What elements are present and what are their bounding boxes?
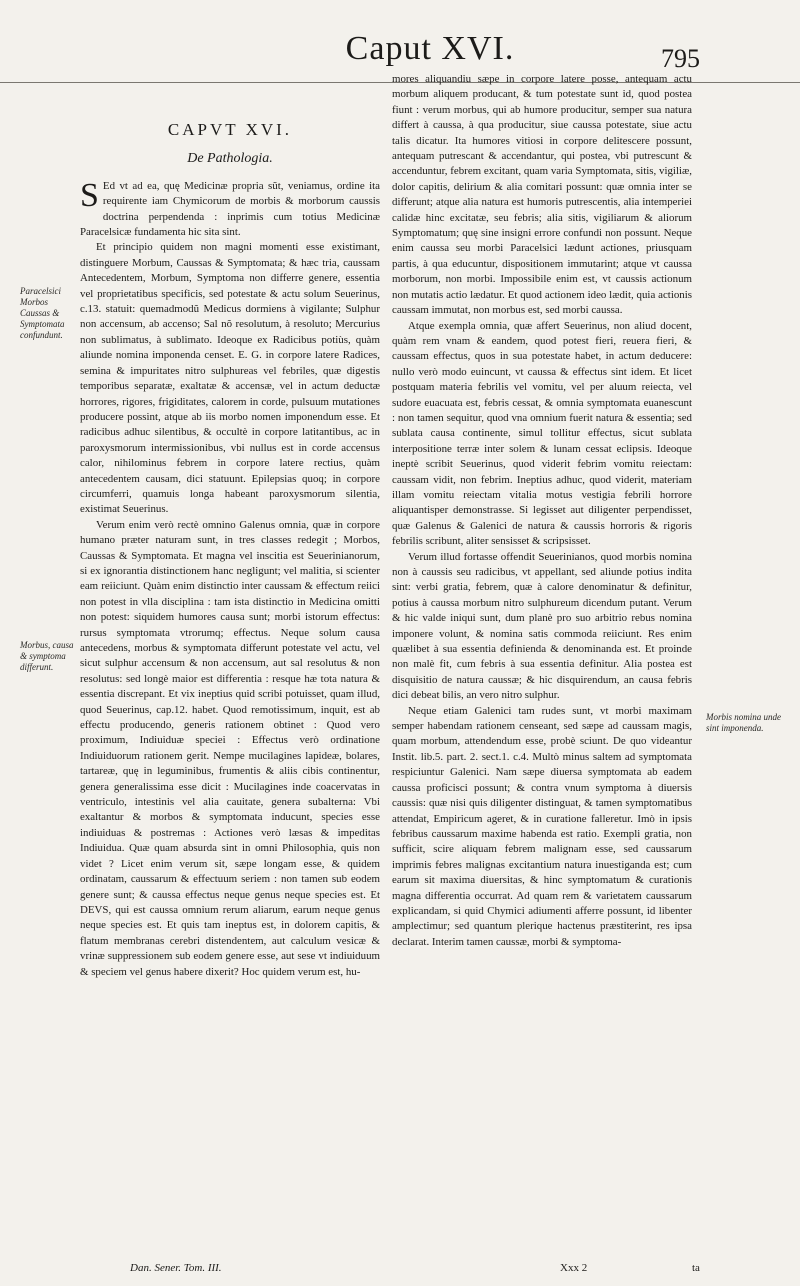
paragraph-5: Atque exempla omnia, quæ affert Seuerinus, non aliud docent, quàm rem vnam & eandem, quod potest fieri, reuera fieri, & caussam effectus, quos in sua potestate habet, in actum deducere: nullo verò modo euincunt, vt caussa & effectus sint idem. Et licet postquam materia febrilis vel vomitu, vel per aluum reiecta, vel sudore euacuata est, febris cessat, & omnia symptomata euanescunt : non tamen sequitur, quod vna omnium fuerit natura & essentia; sed sublata causa continente, simul tollitur effectus, sicut sublata interpositione terræ inter solem & lunam cessat eclipsis. Ideoque ineptè scribit Seuerinus, quod viderit febrim vomitu reiectam: caussam vidit, non febrim. Ineptius adhuc, quod viderit, materiam illam vomitu reiectam vitalia motus vestigia febrili horrore aliquantisper demonstrasse. Si legisset aut diligenter perpendisset, quæ Galenus & Galenici de natura & caussis horroris & rigoris febrilis scribunt, aliter sensisset & scripsisset. — [392, 319, 692, 548]
paragraph-6: Verum illud fortasse offendit Seuerinianos, quod morbis nomina non à caussis seu radicibus, vt appellant, sed aliunde potius indita sint: verbi gratia, febrem, quæ à calore denominatur & definitur, potius à caussa morbum nitro sulphureum dicendum putant. Verum & hic valde iniqui sunt, dum planè pro suo arbitrio rebus nomina imponere volunt, & nomina satis commoda reiiciunt. Res enim quælibet à sua essentia definienda & denominanda est. Et proinde non malè fit, cum febris à sua essentia definitur. Alia postea est disquisitio de natura caussæ; & hic disquirendum, an causa febris dici debeat bilis, an vero nitro sulphur. — [392, 550, 692, 702]
margin-note-right-1: Morbis nomina unde sint imponenda. — [706, 712, 781, 733]
paragraph-7: Neque etiam Galenici tam rudes sunt, vt morbi maximam semper habendam rationem censeant, sed sæpe ad caussam magis, quam morbum, attendendum esse, probè sciunt. De quo videantur Instit. lib.5. part. 2. sect.1. c.4. Multò minus saltem ad symptomata respiciuntur Galenici. Nam sæpe diuersa symptomata ab eadem caussa proficisci possunt; & contra vnum symptoma à diuersis caussis: quæ nisi quis diligenter distinguat, & tamen symptomatibus attendat, Empiricum ageret, & in curatione falleretur. Imò in ipsis febribus caussarum maxime habenda est ratio. Exempli gratia, non sufficit, scire aliquam febrem malignam esse, sed caussarum imprimis febres malignas excitantium natura inuestiganda est; cum earum sit maxima diuersitas, & hinc symptomatum & curationis magna differentia occurrat. Ad quam rem & varietatem caussarum explicandam, si quid Chymici adiumenti afferre possunt, id libenter amplectimur; sed quantum plerique hactenus præstiterint, res ipsa declarat. Interim tamen caussæ, morbi & symptoma- — [392, 704, 692, 948]
right-column — [392, 72, 692, 1272]
running-head: Caput XVI. — [345, 30, 515, 67]
signature-line: Dan. Sener. Tom. III. — [130, 1262, 222, 1274]
paragraph-1 — [80, 176, 380, 241]
margin-note-left-1: Paracelsici Morbos Caussas & Symptomata confundunt. — [20, 286, 65, 340]
paragraph-1-text: Ed vt ad ea, quę Medicinæ propria sũt, veniamus, ordine ita requirente iam Chymicorum de morbis & morborum caussis doctrina perpendenda : inprimis cum totius Medicinæ Paracelsicæ fundamenta hic sita sint. — [80, 179, 380, 239]
margin-note-left-2: Morbus, causa & symptoma differunt. — [20, 640, 74, 672]
paragraph-2: Et principio quidem non magni momenti esse existimant, distinguere Morbum, Caussas & Symptomata; & hæc tria, caussam Antecedentem, Morbum, Symptoma non differre genere, essentia vel proprietatibus specificis, sed potestate & actu solum Seuerinus, c.13. statuit: quemadmodũ Medicus dormiens à vigilante; Sulphur non accensum, ab accenso; Sal nõ resolutum, à resoluto; Mercurius non sublimatus, à sublimato. Ideoque ex Radicibus potiùs, quàm aliunde nomina imponenda censet. E. G. in corpore latere Radices, semina & impuritates nitro sulphureas vel febriles, quæ digestis temporibus separatæ, exaltatæ & accensæ, vel in actum deductæ horrores, rigores, frigiditates, calorem in corde, pulsuum mutationes producere possint, atque ab iis morbo nomen imponendum esse. Et radicibus adhuc silentibus, & occultè in corpore latitantibus, ac in paroxysmorum intermissionibus, vbi nullus est in corde accensus calor, nihilominus febrem in corpore latere rectius, quàm antecedentem causam, dici statuunt. Epilepsias quoq; in corpore circumferri, quamuis longa habeant paroxysmorum silentia, existimat Seuerinus. — [80, 241, 380, 516]
catchword: ta — [692, 1262, 700, 1274]
quire-mark: Xxx 2 — [560, 1262, 588, 1274]
drop-cap: S — [80, 176, 99, 214]
left-column — [80, 92, 380, 1252]
chapter-title: CAPVT XVI. — [167, 120, 293, 139]
paragraph-3: Verum enim verò rectè omnino Galenus omnia, quæ in corpore humano præter naturam sunt, in tres classes redegit ; Morbos, Caussas & Symptomata. Et magna vel inscitia est Seuerinianorum, si ex ignorantia distinctionem hanc negligunt; vel malitia, si scienter eam reiiciunt. Quàm enim distinctio inter caussam & effectum reiici non potest in vlla disciplina : tam ista distinctio in Medicina omitti non potest: siquidem humores causa sunt; morbi istorum effectus: rursus symptomata vtrorumq; effectus. Neque solum causa antecedens, morbus & symptomata differunt potestate vel actu, vel sicut sulphur accensum & non accensum, aut sal resolutus & non resolutus: sed longè maior est differentia : resque hæ tota natura & essentia discrepant. Et vix ineptius quid scribi potuisset, quam illud, quod Seuerinus, cap.12. habet. Quod remotissimum, inquit, est ab effectu producendo, generis rationem obtinet : Quod vero proximum, Indiuiduæ speciei : Effectus verò ordinatione Indiuiduorum rationem gerit. Nempe mucilagines lapideæ, bolares, tartareæ, quę in leguminibus, frumentis & aliis cibis continentur, genera generalissima esse dicit : Mucilagines inde coacervatas in ventriculo, intestinis vel alia cauitate, genera subalterna: Vbi exaltantur & morbos & symptomata inducunt, species esse indiuiduas & postremas : Actiones verò læsas & impeditas Indiuidua. Quæ quam absurda sint in omni Philosophia, quis non videt ? Licet enim verum sit, sæpe longam esse, & quidem ordinatam, caussarum & effectuum seriem : non tamen sub eodem genere sunt; & caussa effectus neque genus neque species est. Et DEVS, qui est caussa omnium rerum aliarum, earum neque genus neque species est. Et quis tam ineptus est, in dolorem capitis, & flatum membranas cerebri distendentem, aut calculum vesicæ & vrinæ suppressionem sub eodem genere esse, aut sese vt indiuiduum & speciem vel genus habere dixerit? Hoc quidem verum est, hu- — [80, 518, 380, 978]
paragraph-4: mores aliquandiu sæpe in corpore latere posse, antequam actu morbum aliquem producant, & tum potestate sunt id, quod postea fiunt : verum morbus, qui ab humore producitur, semper sua natura differt à caussa, à qua producitur, siue caussa potestate, siue actu talis dicatur. Ita humores vitiosi in corpore delitescere possunt, antequam putrescant & accendantur, qui postea, vbi putrescunt & accenduntur, febrem excitant, quam varia Symptomata, sitis, vigiliæ, dolor capitis, delirium & alia comitari possunt: quæ omnia inter se differunt; atque alia natura est humoris putrescentis, alia intemperiei calidæ hinc excitatæ, seu febris; alia sitis, vigiliarum & aliorum Symptomatum; quę sine insigni errore confundi non possunt. Neque enim caussa seu morbi Paracelsici lædunt actiones, priusquam partis, à qua educuntur, dispositionem immutarint; atque vt caussa morborum, non morbi. Impossibile enim est, vt caussis actionum non mutatis actio lædatur. Et quod actionem ideo lædit, quia actionis caussam immutat, non morbus est, sed morbi caussa. — [392, 73, 692, 317]
page-number: 795 — [661, 44, 700, 73]
chapter-subtitle: De Pathologia. — [187, 151, 273, 167]
